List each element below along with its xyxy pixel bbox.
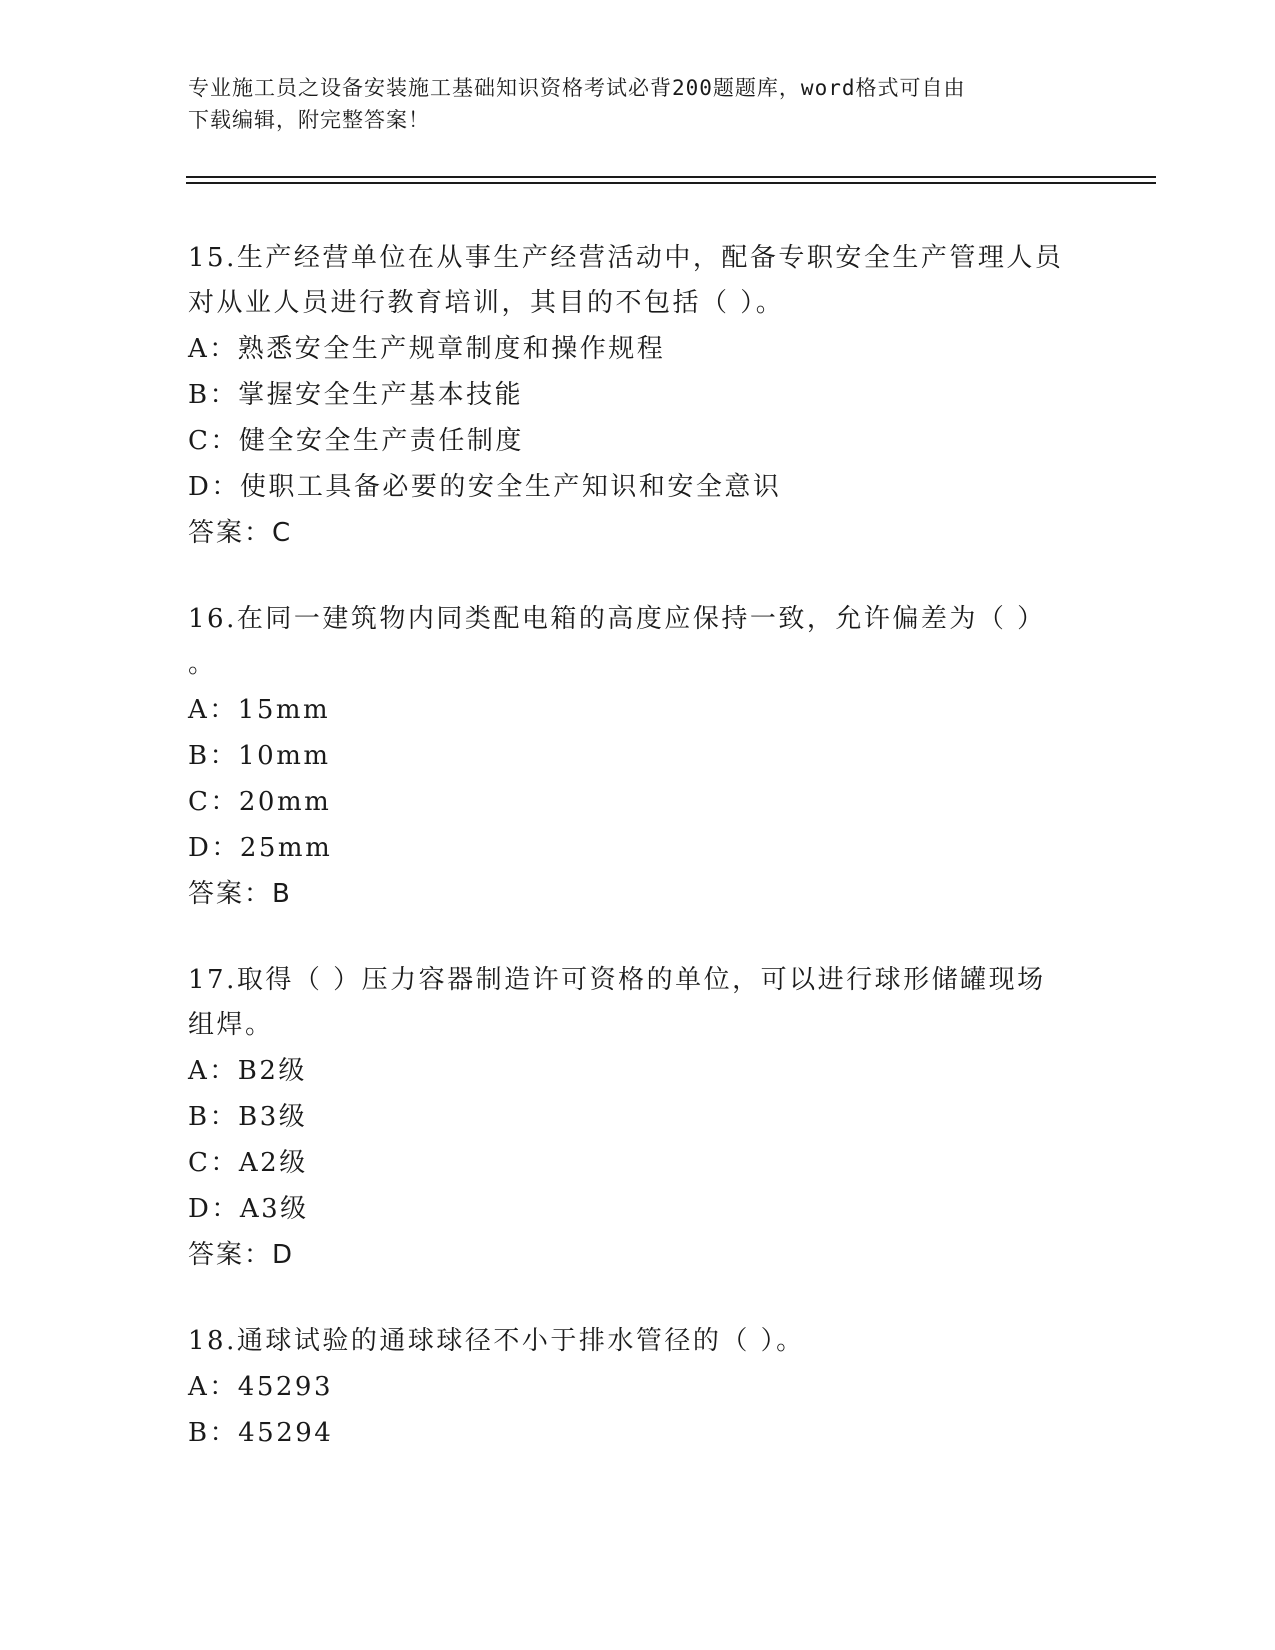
option-d: D：25mm: [188, 833, 333, 863]
option-b: B：掌握安全生产基本技能: [188, 380, 524, 410]
option-c: C：健全安全生产责任制度: [188, 426, 524, 456]
header-line-1: 专业施工员之设备安装施工基础知识资格考试必背200题题库，word格式可自由: [188, 76, 966, 100]
question-stem-line: 16.在同一建筑物内同类配电箱的高度应保持一致，允许偏差为（ ）: [188, 604, 1046, 634]
question-stem-line: 。: [188, 649, 217, 679]
answer: 答案：D: [188, 1240, 295, 1270]
option-d: D：使职工具备必要的安全生产知识和安全意识: [188, 472, 782, 502]
header-divider-top: [186, 176, 1156, 178]
document-header: [188, 72, 1068, 136]
question-stem: [188, 1319, 1088, 1364]
option-a: A：15mm: [188, 695, 331, 725]
answer: 答案：B: [188, 879, 292, 909]
question-16: [188, 597, 1088, 917]
question-list: [188, 236, 1088, 1497]
option-c: C：20mm: [188, 787, 332, 817]
option-a: A：熟悉安全生产规章制度和操作规程: [188, 334, 666, 364]
question-17: [188, 958, 1088, 1278]
header-line-2: 下载编辑，附完整答案！: [188, 108, 430, 132]
question-stem-line: 组焊。: [188, 1010, 274, 1040]
question-stem-line: 18.通球试验的通球球径不小于排水管径的（ ）。: [188, 1326, 805, 1356]
option-b: B：10mm: [188, 741, 331, 771]
question-stem: [188, 597, 1088, 687]
header-divider-bottom: [186, 182, 1156, 184]
option-c: C：A2级: [188, 1148, 308, 1178]
option-a: A：45293: [188, 1372, 333, 1402]
answer: 答案：C: [188, 518, 293, 548]
option-b: B：B3级: [188, 1102, 308, 1132]
question-18: [188, 1319, 1088, 1456]
question-stem-line: 对从业人员进行教育培训，其目的不包括（ ）。: [188, 288, 785, 318]
option-b: B：45294: [188, 1418, 334, 1448]
question-stem: [188, 958, 1088, 1048]
option-a: A：B2级: [188, 1056, 307, 1086]
question-stem-line: 17.取得（ ）压力容器制造许可资格的单位，可以进行球形储罐现场: [188, 965, 1046, 995]
option-d: D：A3级: [188, 1194, 309, 1224]
question-15: [188, 236, 1088, 556]
question-stem: [188, 236, 1088, 326]
question-stem-line: 15.生产经营单位在从事生产经营活动中，配备专职安全生产管理人员: [188, 243, 1064, 273]
